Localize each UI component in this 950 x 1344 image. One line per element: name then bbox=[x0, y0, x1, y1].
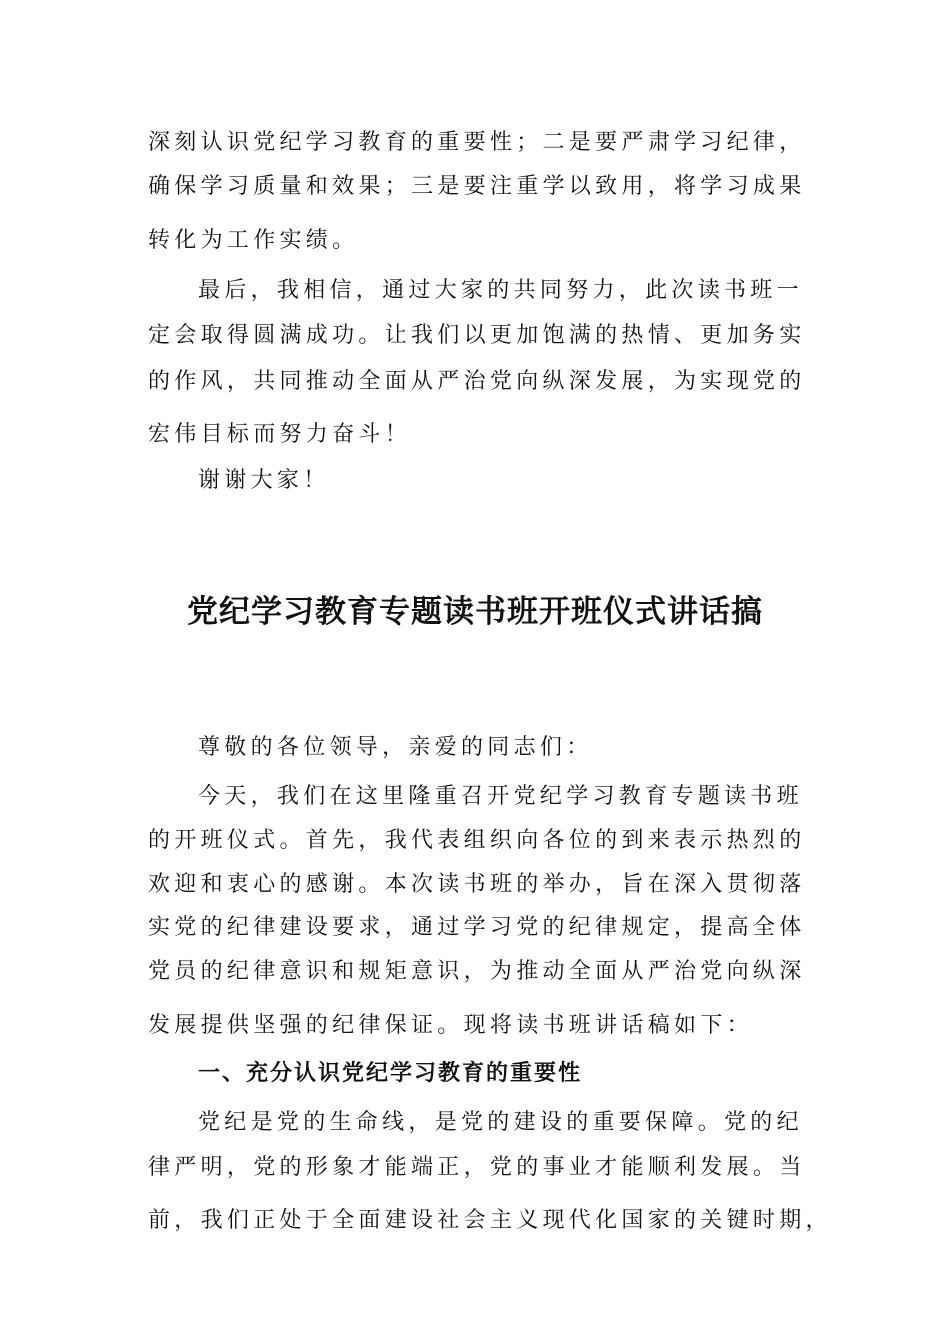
text-line: 发展提供坚强的纪律保证。现将读书班讲话稿如下： bbox=[148, 1013, 753, 1038]
paragraph-first-line: 今天，我们在这里隆重召开党纪学习教育专题读书班 bbox=[198, 784, 803, 809]
text-line: 党员的纪律意识和规矩意识，为推动全面从严治党向纵深 bbox=[148, 959, 806, 984]
text-line: 定会取得圆满成功。让我们以更加饱满的热情、更加务实 bbox=[148, 323, 806, 348]
text-line: 深刻认识党纪学习教育的重要性；二是要严肃学习纪律， bbox=[148, 130, 806, 155]
text-line: 实党的纪律建设要求，通过学习党的纪律规定，提高全体 bbox=[148, 915, 806, 940]
document-title: 党纪学习教育专题读书班开班仪式讲话搞 bbox=[187, 594, 763, 630]
text-line: 确保学习质量和效果；三是要注重学以致用，将学习成果 bbox=[148, 174, 806, 199]
text-line: 前，我们正处于全面建设社会主义现代化国家的关键时期， bbox=[148, 1208, 832, 1233]
paragraph-first-line: 党纪是党的生命线，是党的建设的重要保障。党的纪 bbox=[198, 1110, 803, 1135]
text-line: 宏伟目标而努力奋斗！ bbox=[148, 422, 412, 447]
text-line: 转化为工作实绩。 bbox=[148, 228, 359, 253]
text-line: 律严明，党的形象才能端正，党的事业才能顺利发展。当 bbox=[148, 1155, 806, 1180]
salutation: 尊敬的各位领导，亲爱的同志们： bbox=[198, 735, 593, 760]
paragraph-first-line: 最后，我相信，通过大家的共同努力，此次读书班一 bbox=[198, 278, 803, 303]
text-line: 的作风，共同推动全面从严治党向纵深发展，为实现党的 bbox=[148, 369, 806, 394]
closing-line: 谢谢大家！ bbox=[198, 468, 330, 493]
text-line: 的开班仪式。首先，我代表组织向各位的到来表示热烈的 bbox=[148, 828, 806, 853]
section-heading: 一、充分认识党纪学习教育的重要性 bbox=[198, 1060, 583, 1086]
text-line: 欢迎和衷心的感谢。本次读书班的举办，旨在深入贯彻落 bbox=[148, 872, 806, 897]
